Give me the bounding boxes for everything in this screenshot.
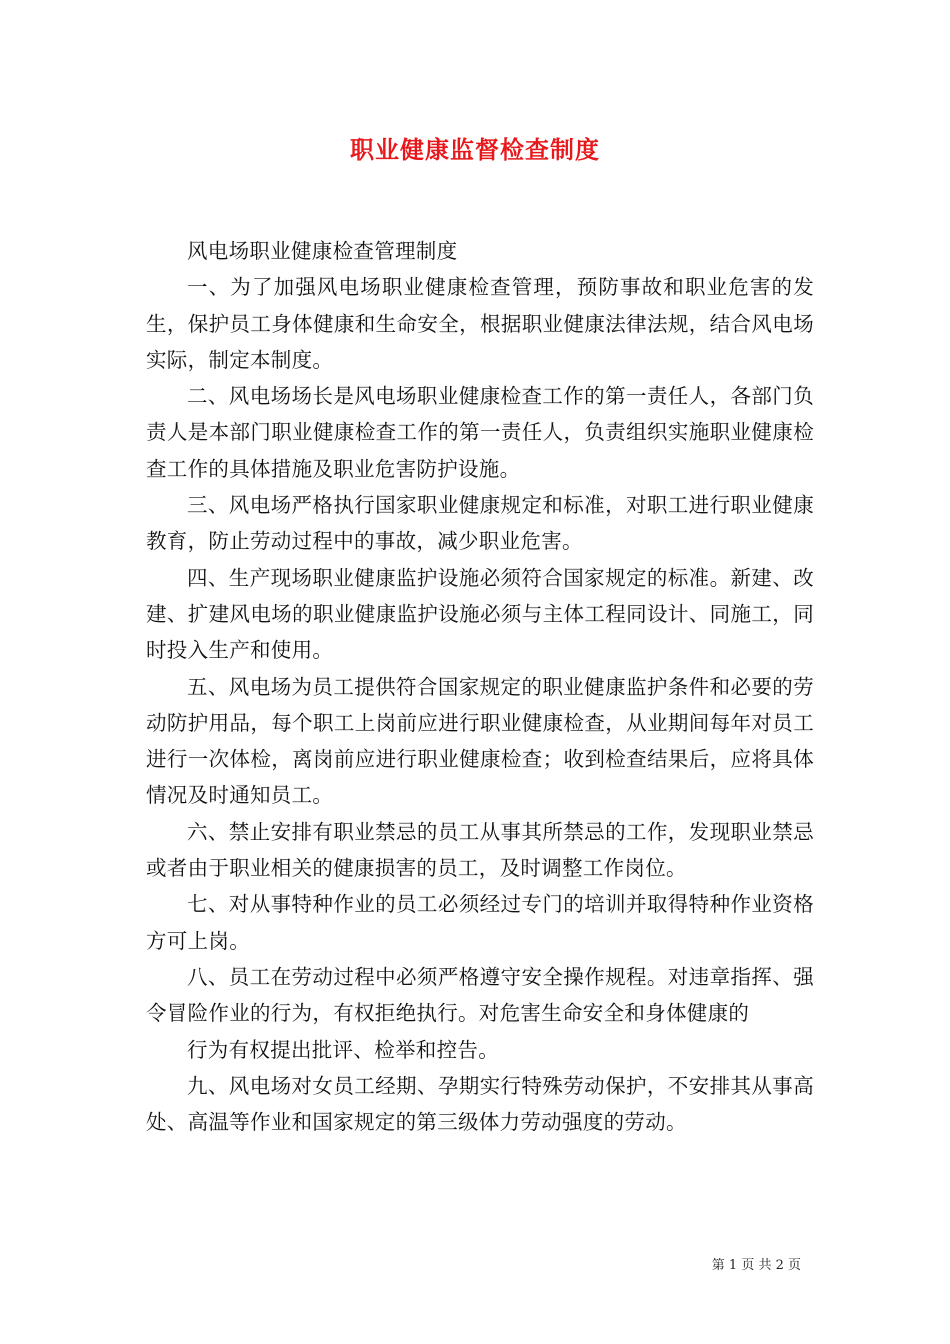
paragraph-5: 五、风电场为员工提供符合国家规定的职业健康监护条件和必要的劳动防护用品，每个职工上岗前应进行职业健康检查，从业期间每年对员工进行一次体检，离岗前应进行职业健康检查；收到检查结果后，应将具体情况及时通知员工。 xyxy=(146,674,814,808)
paragraph-1: 一、为了加强风电场职业健康检查管理，预防事故和职业危害的发生，保护员工身体健康和生命安全，根据职业健康法律法规，结合风电场实际，制定本制度。 xyxy=(146,275,814,372)
paragraph-6: 六、禁止安排有职业禁忌的员工从事其所禁忌的工作，发现职业禁忌或者由于职业相关的健康损害的员工，及时调整工作岗位。 xyxy=(146,819,814,881)
document-subtitle: 风电场职业健康检查管理制度 xyxy=(187,239,458,263)
paragraph-7: 七、对从事特种作业的员工必须经过专门的培训并取得特种作业资格方可上岗。 xyxy=(146,892,814,953)
paragraph-8: 八、员工在劳动过程中必须严格遵守安全操作规程。对违章指挥、强令冒险作业的行为，有权拒绝执行。对危害生命安全和身体健康的 xyxy=(146,964,814,1026)
paragraph-2: 二、风电场场长是风电场职业健康检查工作的第一责任人，各部门负责人是本部门职业健康检查工作的第一责任人，负责组织实施职业健康检查工作的具体措施及职业危害防护设施。 xyxy=(146,384,814,481)
paragraph-4: 四、生产现场职业健康监护设施必须符合国家规定的标准。新建、改建、扩建风电场的职业健康监护设施必须与主体工程同设计、同施工，同时投入生产和使用。 xyxy=(146,565,814,663)
document-title: 职业健康监督检查制度 xyxy=(350,135,600,164)
paragraph-8-continuation: 行为有权提出批评、检举和控告。 xyxy=(187,1037,499,1062)
document-body xyxy=(146,233,814,1140)
paragraph-9: 九、风电场对女员工经期、孕期实行特殊劳动保护，不安排其从事高处、高温等作业和国家规定的第三级体力劳动强度的劳动。 xyxy=(146,1073,814,1135)
page-number: 第 1 页 共 2 页 xyxy=(711,1258,801,1273)
paragraph-3: 三、风电场严格执行国家职业健康规定和标准，对职工进行职业健康教育，防止劳动过程中的事故，减少职业危害。 xyxy=(146,493,814,554)
